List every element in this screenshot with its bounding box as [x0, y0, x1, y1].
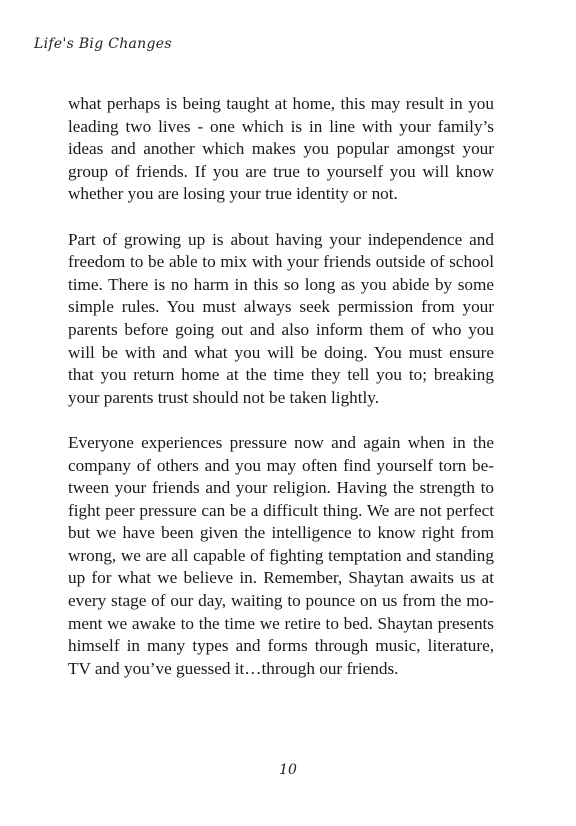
- paragraph: Part of growing up is about having your independence and freedom to be able to mix with your friends outside of school time. There is no harm in this so long as you abide by some simple rules. You must always seek permission from your parents before going out and also inform them of who you will be with and what you will be doing. You must ensure that you return home at the time they tell you to; breaking your parents trust should not be taken lightly.: [68, 229, 494, 407]
- paragraph: what perhaps is being taught at home, this may result in you leading two lives - one which is in line with your family’s ideas and another which makes you popular amongst your group of friends. If you are true to yourself you will know whether you are losing your true identity or not.: [68, 94, 494, 204]
- body-text: [68, 93, 494, 703]
- running-header: Life's Big Changes: [34, 36, 172, 52]
- page-number: 10: [279, 762, 297, 778]
- paragraph: Everyone experiences pressure now and again when in the company of others and you may often find yourself torn between your friends and your religion. Having the strength to fight peer pressure can be a difficult thing. We are not perfect but we have been given the intelligence to know right from wrong, we are all capable of fighting temptation and standing up for what we believe in. Remember, Shaytan awaits us at every stage of our day, waiting to pounce on us from the moment we awake to the time we retire to bed. Shaytan presents himself in many types and forms through music, literature, TV and you’ve guessed it…through our friends.: [68, 432, 494, 678]
